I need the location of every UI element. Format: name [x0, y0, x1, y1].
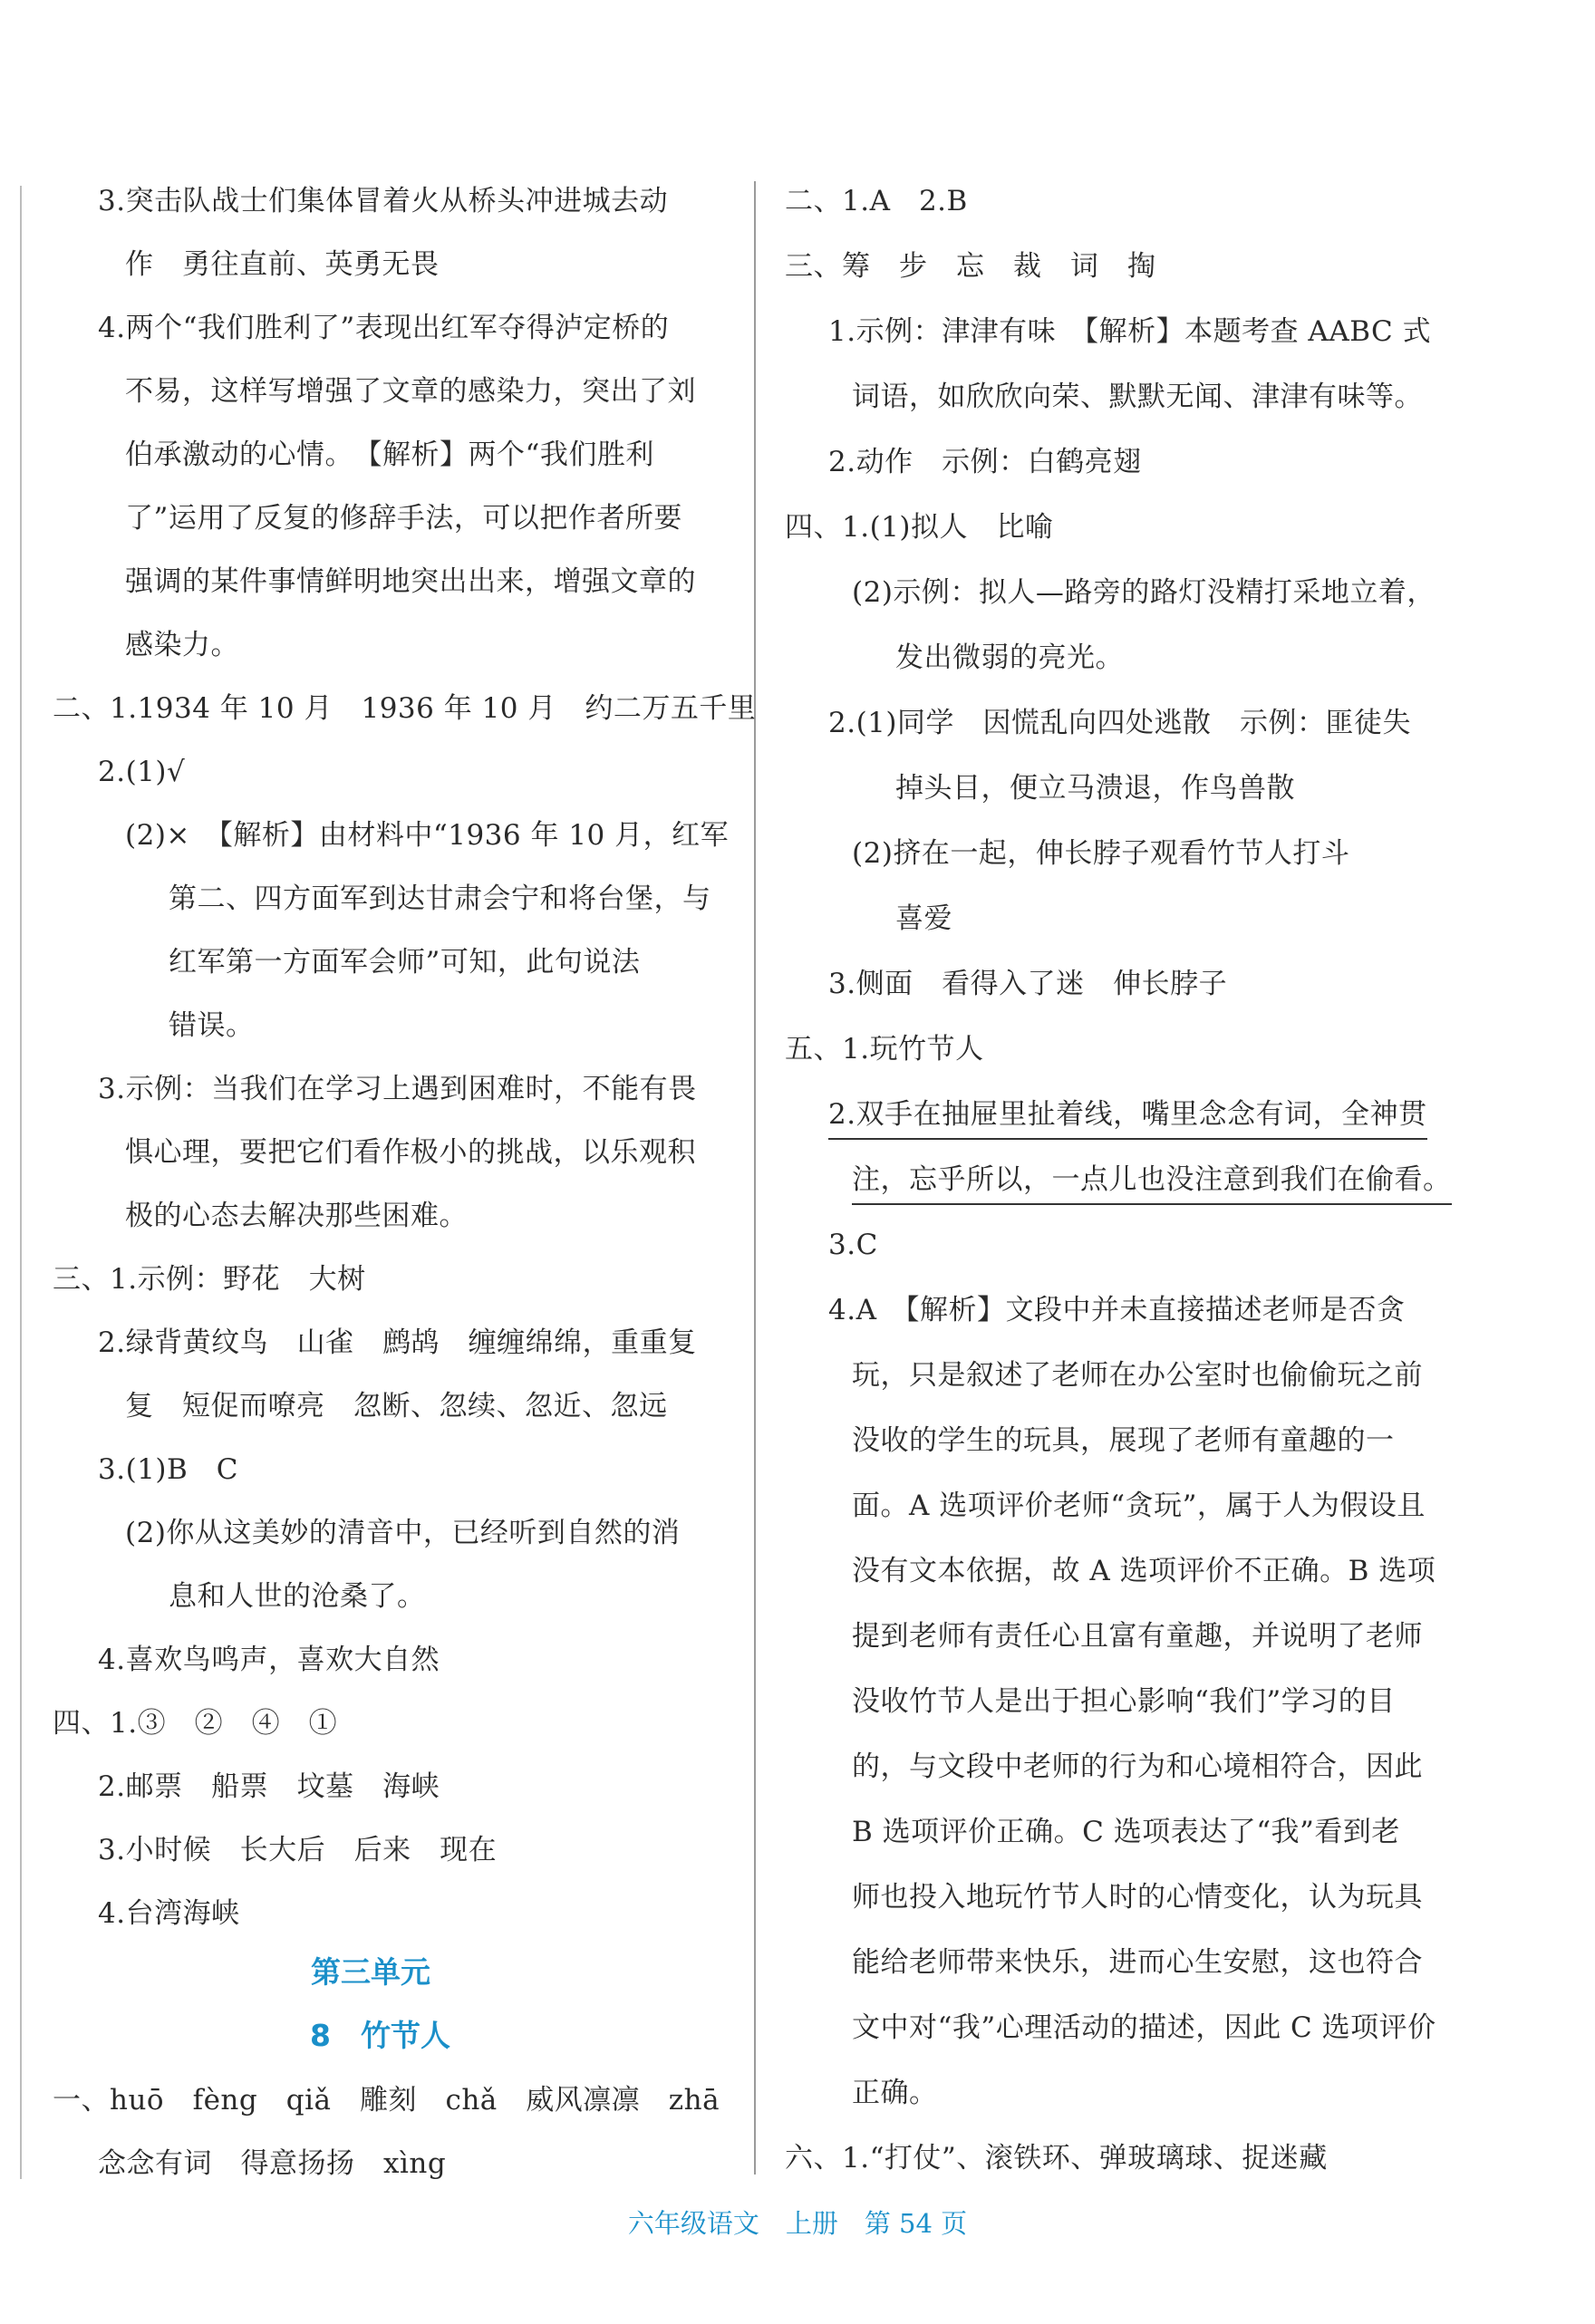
answer-line: 二、1.1934 年 10 月 1936 年 10 月 约二万五千里: [53, 692, 757, 725]
answer-line: 能给老师带来快乐，进而心生安慰，这也符合: [852, 1946, 1423, 1979]
answer-line: 没有文本依据，故 A 选项评价不正确。B 选项: [852, 1555, 1436, 1587]
unit-title: 第三单元: [311, 1954, 430, 1990]
answer-line: 错误。: [169, 1009, 255, 1042]
answer-line: 3.突击队战士们集体冒着火从桥头冲进城去动: [98, 185, 669, 217]
page-edge-line: [20, 186, 22, 2179]
underlined-answer-line: 2.双手在抽屉里扯着线，嘴里念念有词，全神贯: [828, 1096, 1427, 1140]
answer-line: 正确。: [852, 2077, 938, 2109]
page-footer: 六年级语文 上册 第 54 页: [627, 2208, 968, 2239]
answer-line: 4.A 【解析】文段中并未直接描述老师是否贪: [828, 1294, 1406, 1326]
answer-line: 面。A 选项评价老师“贪玩”，属于人为假设且: [852, 1490, 1426, 1522]
answer-line: 2.绿背黄纹鸟 山雀 鹧鸪 缠缠绵绵，重重复: [98, 1326, 697, 1359]
answer-line: 文中对“我”心理活动的描述，因此 C 选项评价: [852, 2011, 1436, 2044]
answer-line: 第二、四方面军到达甘肃会宁和将台堡，与: [169, 882, 711, 915]
answer-line: (2)你从这美妙的清音中，已经听到自然的消: [125, 1517, 681, 1549]
answer-line: 没收的学生的玩具，展现了老师有童趣的一: [852, 1424, 1395, 1457]
answer-line: 喜爱: [895, 902, 952, 935]
answer-line: 4.喜欢鸟鸣声，喜欢大自然: [98, 1644, 440, 1676]
answer-line: 3.C: [828, 1229, 878, 1261]
answer-line: 感染力。: [125, 629, 239, 661]
answer-line: 二、1.A 2.B: [785, 185, 968, 217]
answer-line: 2.(1)同学 因慌乱向四处逃散 示例：匪徒失: [828, 707, 1411, 739]
answer-line: 4.两个“我们胜利了”表现出红军夺得泸定桥的: [98, 312, 670, 344]
answer-line: 作 勇往直前、英勇无畏: [125, 248, 440, 281]
answer-line: 六、1.“打仗”、滚铁环、弹玻璃球、捉迷藏: [785, 2142, 1328, 2175]
answer-line: 1.示例：津津有味 【解析】本题考查 AABC 式: [828, 315, 1432, 348]
answer-line: 玩，只是叙述了老师在办公室时也偷偷玩之前: [852, 1359, 1423, 1392]
answer-line: 念念有词 得意扬扬 xìng: [98, 2147, 447, 2180]
answer-line: 三、筹 步 忘 裁 词 掏: [785, 250, 1156, 283]
answer-line: 极的心态去解决那些困难。: [125, 1200, 468, 1232]
answer-line: 2.邮票 船票 坟墓 海峡: [98, 1770, 440, 1803]
answer-line: 2.(1)√: [98, 756, 186, 788]
answer-line: 的，与文段中老师的行为和心境相符合，因此: [852, 1750, 1423, 1783]
answer-line: (2)挤在一起，伸长脖子观看竹节人打斗: [852, 837, 1350, 870]
answer-line: 提到老师有责任心且富有童趣，并说明了老师: [852, 1620, 1423, 1653]
answer-line: 3.示例：当我们在学习上遇到困难时，不能有畏: [98, 1073, 697, 1105]
answer-line: 息和人世的沧桑了。: [169, 1580, 426, 1613]
answer-line: 一、huō fèng qiǎ 雕刻 chǎ 威风凛凛 zhā: [53, 2084, 720, 2117]
answer-line: (2)示例：拟人—路旁的路灯没精打采地立着，: [852, 576, 1436, 609]
column-divider: [754, 181, 756, 2175]
answer-line: 不易，这样写增强了文章的感染力，突出了刘: [125, 375, 696, 408]
answer-line: 五、1.玩竹节人: [785, 1033, 984, 1066]
answer-line: 4.台湾海峡: [98, 1897, 240, 1930]
answer-line: 强调的某件事情鲜明地突出出来，增强文章的: [125, 565, 696, 598]
answer-line: 复 短促而嘹亮 忽断、忽续、忽近、忽远: [125, 1390, 668, 1422]
answer-line: 3.侧面 看得入了迷 伸长脖子: [828, 968, 1228, 1000]
answer-line: 伯承激动的心情。 【解析】两个“我们胜利: [125, 439, 654, 471]
answer-line: B 选项评价正确。C 选项表达了“我”看到老: [852, 1816, 1400, 1848]
answer-line: 四、1.③ ② ④ ①: [53, 1707, 338, 1740]
answer-line: 词语，如欣欣向荣、默默无闻、津津有味等。: [852, 381, 1423, 413]
answer-line: 师也投入地玩竹节人时的心情变化，认为玩具: [852, 1881, 1423, 1914]
lesson-title: 8 竹节人: [310, 2018, 450, 2053]
answer-line: 三、1.示例：野花 大树: [53, 1263, 366, 1296]
answer-line: 3.小时候 长大后 后来 现在: [98, 1834, 498, 1866]
underlined-answer-line: 注，忘乎所以，一点儿也没注意到我们在偷看。: [852, 1162, 1452, 1205]
answer-line: 了”运用了反复的修辞手法，可以把作者所要: [125, 502, 682, 535]
answer-line: 惧心理，要把它们看作极小的挑战，以乐观积: [125, 1136, 696, 1169]
answer-line: (2)× 【解析】由材料中“1936 年 10 月，红军: [125, 819, 730, 852]
answer-line: 掉头目，便立马溃退，作鸟兽散: [895, 772, 1295, 805]
answer-line: 四、1.(1)拟人 比喻: [785, 511, 1054, 544]
answer-line: 红军第一方面军会师”可知，此句说法: [169, 946, 641, 979]
answer-line: 2.动作 示例：白鹤亮翅: [828, 446, 1142, 478]
answer-line: 发出微弱的亮光。: [895, 641, 1124, 674]
answer-line: 没收竹节人是出于担心影响“我们”学习的目: [852, 1685, 1396, 1718]
answer-line: 3.(1)B C: [98, 1453, 238, 1486]
